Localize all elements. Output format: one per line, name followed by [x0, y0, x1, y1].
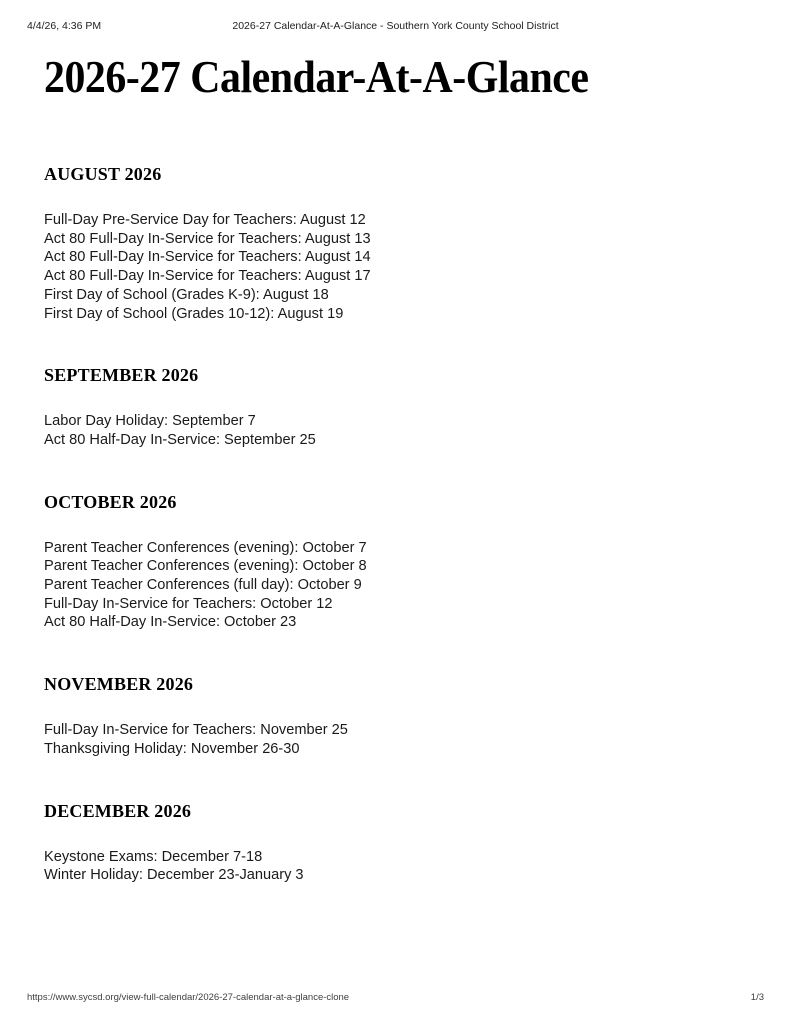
event-item: Labor Day Holiday: September 7 [44, 413, 256, 430]
month-heading: OCTOBER 2026 [44, 491, 177, 512]
month-section [44, 163, 744, 323]
event-item: Keystone Exams: December 7-18 [44, 848, 263, 865]
event-item: Full-Day Pre-Service Day for Teachers: August 12 [44, 212, 366, 228]
event-item: Winter Holiday: December 23-January 3 [44, 867, 304, 884]
month-section [44, 800, 744, 885]
month-heading: NOVEMBER 2026 [44, 674, 194, 695]
event-item: Parent Teacher Conferences (full day): October 9 [44, 577, 362, 594]
event-item: Act 80 Full-Day In-Service for Teachers: August 14 [44, 249, 371, 266]
event-item: Full-Day In-Service for Teachers: November 25 [44, 722, 348, 739]
event-item: Thanksgiving Holiday: November 26-30 [44, 740, 300, 757]
event-list [44, 721, 744, 758]
event-item: Act 80 Half-Day In-Service: September 25 [44, 431, 316, 448]
month-heading: AUGUST 2026 [44, 164, 162, 184]
event-list [44, 211, 744, 323]
print-footer-url: https://www.sycsd.org/view-full-calendar/2026-27-calendar-at-a-glance-clone [27, 992, 350, 1003]
event-item: Act 80 Full-Day In-Service for Teachers: August 13 [44, 230, 371, 247]
event-item: Act 80 Half-Day In-Service: October 23 [44, 614, 297, 631]
print-header [0, 18, 791, 34]
event-item: First Day of School (Grades 10-12): August 19 [44, 305, 344, 322]
month-sections [44, 163, 744, 885]
month-heading: DECEMBER 2026 [44, 800, 192, 821]
event-item: Act 80 Full-Day In-Service for Teachers: August 17 [44, 268, 371, 285]
document-content [44, 52, 744, 885]
event-item: Parent Teacher Conferences (evening): October 8 [44, 558, 367, 575]
page-title: 2026-27 Calendar-At-A-Glance [44, 52, 589, 102]
print-header-date: 4/4/26, 4:36 PM [27, 20, 102, 32]
event-item: First Day of School (Grades K-9): August 18 [44, 286, 329, 303]
event-item: Parent Teacher Conferences (evening): October 7 [44, 539, 367, 556]
month-heading: SEPTEMBER 2026 [44, 365, 199, 386]
print-footer-page-indicator: 1/3 [750, 992, 764, 1003]
event-list [44, 412, 744, 449]
event-list [44, 539, 744, 633]
month-section [44, 364, 744, 449]
event-item: Full-Day In-Service for Teachers: October 12 [44, 595, 333, 612]
month-section [44, 491, 744, 633]
month-section [44, 673, 744, 758]
event-list [44, 848, 744, 885]
print-header-title: 2026-27 Calendar-At-A-Glance - Southern York County School District [232, 20, 559, 32]
print-footer [0, 990, 791, 1006]
